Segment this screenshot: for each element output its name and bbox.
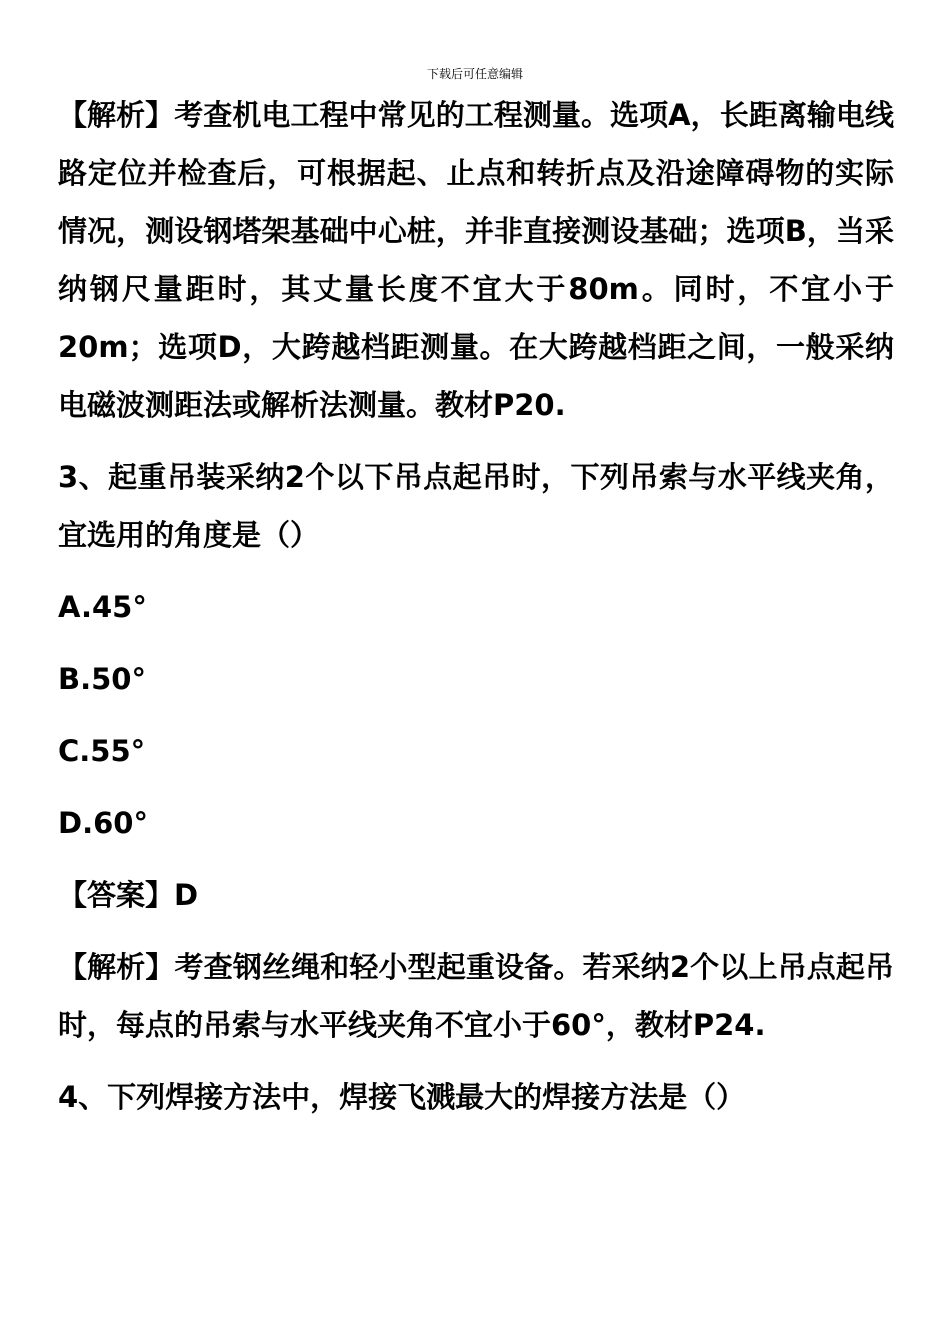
- analysis-paragraph-q2: 【解析】考查机电工程中常见的工程测量。选项A，长距离输电线路定位并检查后，可根据起、止点和转折点及沿途障碍物的实际情况，测设钢塔架基础中心桩，并非直接测设基础；选项B，当采纳钢尺量距时，其丈量长度不宜大于80m。同时，不宜小于20m；选项D，大跨越档距测量。在大跨越档距之间，一般采纳电磁波测距法或解析法测量。教材P20.: [58, 98, 894, 422]
- answer-q3: 【答案】D: [58, 878, 199, 912]
- page-header-note: 下载后可任意编辑: [426, 67, 523, 81]
- question-4: 4、下列焊接方法中，焊接飞溅最大的焊接方法是（）: [58, 1080, 746, 1114]
- option-d: D.60°: [58, 806, 148, 840]
- analysis-paragraph-q3: 【解析】考查钢丝绳和轻小型起重设备。若采纳2个以上吊点起吊时，每点的吊索与水平线夹角不宜小于60°，教材P24.: [58, 950, 894, 1042]
- document-body: [58, 86, 894, 1126]
- option-c: C.55°: [58, 734, 146, 768]
- option-b: B.50°: [58, 662, 146, 696]
- option-a: A.45°: [58, 590, 147, 624]
- question-3: 3、起重吊装采纳2个以下吊点起吊时，下列吊索与水平线夹角，宜选用的角度是（）: [58, 460, 894, 552]
